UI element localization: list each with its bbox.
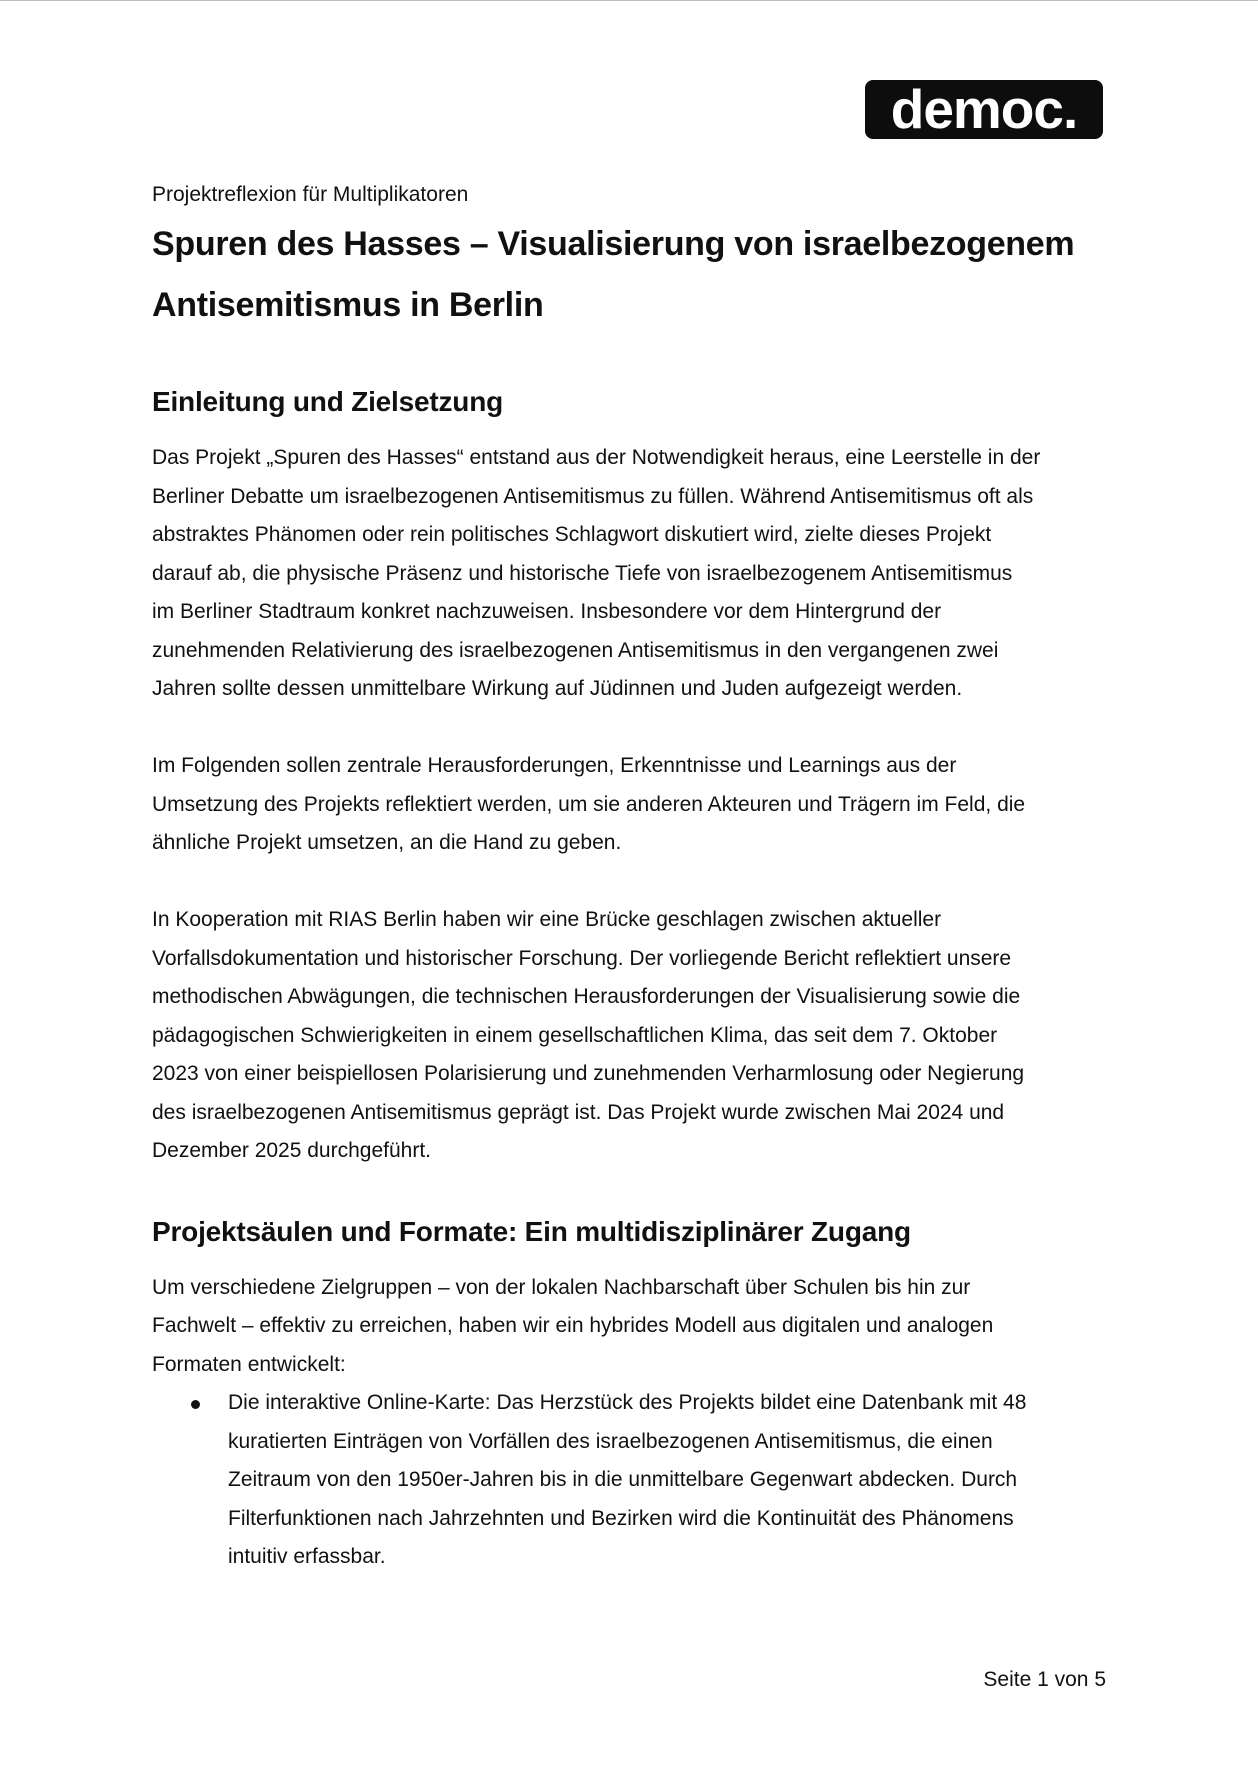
bullet-dot-icon	[191, 1400, 200, 1409]
text-line: methodischen Abwägungen, die technischen Herausforderungen der Visualisierung sowie die	[152, 985, 1021, 1008]
document-body	[152, 176, 1106, 1577]
text-line: Zeitraum von den 1950er-Jahren bis in die unmittelbare Gegenwart abdecken. Durch	[228, 1468, 1018, 1491]
title-line: Spuren des Hasses – Visualisierung von israelbezogenem	[152, 225, 1075, 263]
text-line: kuratierten Einträgen von Vorfällen des israelbezogenen Antisemitismus, die einen	[228, 1429, 993, 1453]
page-number: Seite 1 von 5	[983, 1668, 1106, 1691]
text-line: In Kooperation mit RIAS Berlin haben wir eine Brücke geschlagen zwischen aktueller	[152, 908, 942, 931]
list-item	[228, 1384, 1106, 1577]
document-title	[152, 214, 1106, 336]
text-line: darauf ab, die physische Präsenz und historische Tiefe von israelbezogenem Antisemitismus	[152, 561, 1013, 585]
bullet-list	[152, 1384, 1106, 1577]
section-heading-projektsaeulen: Projektsäulen und Formate: Ein multidisziplinärer Zugang	[152, 1215, 911, 1247]
text-line: Im Folgenden sollen zentrale Herausforderungen, Erkenntnisse und Learnings aus der	[152, 754, 957, 777]
text-line: ähnliche Projekt umsetzen, an die Hand zu geben.	[152, 831, 622, 854]
democ-logo: democ.	[865, 80, 1103, 139]
paragraph-saeulen-intro	[152, 1269, 1106, 1385]
text-line: des israelbezogenen Antisemitismus geprägt ist. Das Projekt wurde zwischen Mai 2024 und	[152, 1100, 1005, 1124]
text-line: Filterfunktionen nach Jahrzehnten und Bezirken wird die Kontinuität des Phänomens	[228, 1506, 1014, 1530]
text-line: intuitiv erfassbar.	[228, 1545, 386, 1568]
text-line: Berliner Debatte um israelbezogenen Antisemitismus zu füllen. Während Antisemitismus oft als	[152, 484, 1034, 508]
text-line: Die interaktive Online-Karte: Das Herzstück des Projekts bildet eine Datenbank mit 48	[228, 1391, 1027, 1414]
paragraph-intro-2	[152, 747, 1106, 863]
text-line: pädagogischen Schwierigkeiten in einem gesellschaftlichen Klima, das seit dem 7. Oktober	[152, 1023, 998, 1047]
text-line: Das Projekt „Spuren des Hasses“ entstand aus der Notwendigkeit heraus, eine Leerstelle in der	[152, 446, 1041, 469]
text-line: abstraktes Phänomen oder rein politisches Schlagwort diskutiert wird, zielte dieses Projekt	[152, 523, 992, 546]
page-top-border	[0, 0, 1258, 1]
text-line: Fachwelt – effektiv zu erreichen, haben wir ein hybrides Modell aus digitalen und analogen	[152, 1314, 994, 1337]
paragraph-intro-1	[152, 439, 1106, 709]
title-line: Antisemitismus in Berlin	[152, 286, 544, 324]
text-line: Formaten entwickelt:	[152, 1352, 346, 1376]
text-line: zunehmenden Relativierung des israelbezogenen Antisemitismus in den vergangenen zwei	[152, 638, 999, 662]
text-line: 2023 von einer beispiellosen Polarisierung und zunehmenden Verharmlosung oder Negierung	[152, 1062, 1025, 1085]
paragraph-intro-3	[152, 901, 1106, 1171]
text-line: Jahren sollte dessen unmittelbare Wirkung auf Jüdinnen und Juden aufgezeigt werden.	[152, 677, 963, 700]
text-line: Um verschiedene Zielgruppen – von der lokalen Nachbarschaft über Schulen bis hin zur	[152, 1275, 971, 1299]
document-kicker: Projektreflexion für Multiplikatoren	[152, 183, 469, 206]
section-heading-einleitung: Einleitung und Zielsetzung	[152, 386, 504, 417]
text-line: im Berliner Stadtraum konkret nachzuweisen. Insbesondere vor dem Hintergrund der	[152, 600, 942, 623]
text-line: Umsetzung des Projekts reflektiert werden, um sie anderen Akteuren und Trägern im Feld, die	[152, 792, 1026, 816]
text-line: Dezember 2025 durchgeführt.	[152, 1139, 431, 1162]
text-line: Vorfallsdokumentation und historischer Forschung. Der vorliegende Bericht reflektiert unsere	[152, 946, 1012, 970]
